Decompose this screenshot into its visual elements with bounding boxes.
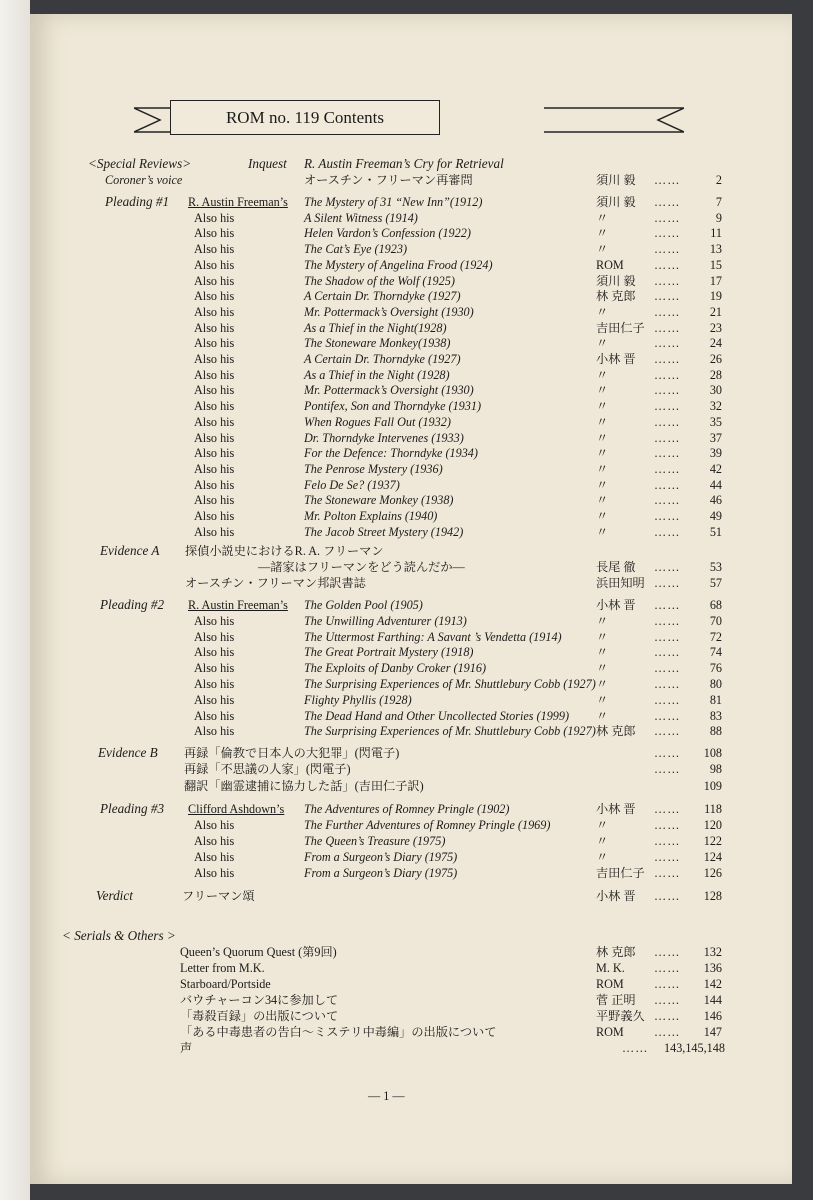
- section-serials: < Serials & Others >: [62, 928, 176, 943]
- leader-dots: ……: [654, 509, 681, 523]
- reviewer: 小林 晋: [596, 802, 636, 816]
- reviewer: 〃: [596, 509, 609, 523]
- entry-title: 探偵小説史におけるR. A. フリーマン: [185, 544, 384, 558]
- leader-dots: ……: [654, 977, 681, 991]
- page-number: 147: [703, 1025, 722, 1039]
- author-link: R. Austin Freeman’s: [188, 195, 288, 209]
- inquest-title: R. Austin Freeman’s Cry for Retrieval: [304, 156, 504, 171]
- author: 菅 正明: [596, 993, 636, 1007]
- page-number: 98: [709, 762, 722, 777]
- author: M. K.: [596, 961, 625, 975]
- page-number: 68: [709, 598, 722, 612]
- entry-title: Mr. Pottermack’s Oversight (1930): [304, 383, 474, 398]
- entry-title: Flighty Phyllis (1928): [304, 692, 412, 707]
- leader-dots: ……: [654, 414, 681, 429]
- leader-dots: ……: [654, 802, 681, 816]
- entry-title: The Unwilling Adventurer (1913): [304, 613, 467, 628]
- entry-title: Dr. Thorndyke Intervenes (1933): [304, 430, 464, 445]
- page-number: 143,145,148: [664, 1041, 725, 1055]
- also-his: Also his: [194, 414, 235, 429]
- entry-title: オースチン・フリーマン再審問: [304, 173, 473, 187]
- reviewer: 〃: [596, 493, 609, 508]
- reviewer: 小林 晋: [596, 352, 636, 366]
- also-his: Also his: [194, 613, 235, 628]
- entry-title: 再録「不思議の人家」(閃電子): [184, 762, 351, 777]
- page-number: 80: [709, 677, 722, 691]
- author: 平野義久: [596, 1009, 645, 1023]
- also-his: Also his: [194, 850, 235, 864]
- leader-dots: ……: [654, 273, 681, 288]
- also-his: Also his: [194, 818, 235, 832]
- section-label: Evidence A: [100, 543, 160, 558]
- entry-title: Queen’s Quorum Quest (第9回): [180, 945, 337, 959]
- binding-edge: [0, 0, 30, 1200]
- entry-title: The Adventures of Romney Pringle (1902): [304, 802, 510, 816]
- entry-title: From a Surgeon’s Diary (1975): [304, 866, 458, 880]
- section-label: Pleading #1: [105, 194, 170, 209]
- leader-dots: ……: [654, 257, 681, 272]
- leader-dots: ……: [654, 1025, 681, 1039]
- entry-title: The Great Portrait Mystery (1918): [304, 645, 474, 660]
- also-his: Also his: [194, 524, 235, 539]
- page-number: 120: [703, 818, 722, 832]
- leader-dots: ……: [654, 692, 681, 707]
- also-his: Also his: [194, 336, 235, 351]
- leader-dots: ……: [654, 195, 681, 209]
- also-his: Also his: [194, 446, 235, 461]
- also-his: Also his: [194, 461, 235, 476]
- reviewer: 林 克郎: [596, 289, 636, 304]
- leader-dots: ……: [654, 461, 681, 476]
- reviewer: 浜田知明: [596, 576, 645, 590]
- entry-title: The Exploits of Danby Croker (1916): [304, 661, 486, 676]
- page-number: 35: [709, 414, 722, 429]
- also-his: Also his: [194, 708, 235, 723]
- reviewer: 須川 毅: [596, 195, 636, 209]
- also-his: Also his: [194, 430, 235, 445]
- page-number: 83: [709, 708, 722, 723]
- also-his: Also his: [194, 367, 235, 382]
- page-number: 23: [709, 320, 722, 335]
- entry-title: Felo De Se? (1937): [304, 477, 400, 492]
- entry-title: 「毒殺百録」の出版について: [180, 1009, 339, 1023]
- page-number: 30: [709, 383, 722, 398]
- entry-title: The Surprising Experiences of Mr. Shuttlebury Cobb (1927): [304, 724, 596, 739]
- reviewer: 〃: [596, 461, 609, 476]
- reviewer: 〃: [596, 661, 609, 676]
- leader-dots: ……: [654, 304, 681, 319]
- page-number: 2: [715, 173, 722, 187]
- page-number: 9: [715, 210, 722, 225]
- also-his: Also his: [194, 866, 235, 880]
- leader-dots: ……: [654, 399, 681, 414]
- page-number: 39: [709, 446, 722, 461]
- also-his: Also his: [194, 399, 235, 414]
- leader-dots: ……: [654, 560, 681, 574]
- footer-page-number: ― 1 ―: [368, 1089, 405, 1103]
- entry-subtitle: ―諸家はフリーマンをどう読んだか―: [258, 560, 465, 574]
- also-his: Also his: [194, 352, 235, 366]
- entry-title: The Golden Pool (1905): [304, 598, 423, 612]
- also-his: Also his: [194, 273, 235, 288]
- page-number: 109: [703, 778, 722, 793]
- reviewer: 須川 毅: [596, 173, 636, 187]
- page-number: 42: [709, 461, 722, 476]
- leader-dots: ……: [654, 173, 681, 187]
- page-number: 122: [703, 834, 722, 848]
- entry-title: The Penrose Mystery (1936): [304, 461, 443, 476]
- also-his: Also his: [194, 509, 235, 523]
- leader-dots: ……: [654, 661, 681, 676]
- page-number: 7: [715, 195, 722, 209]
- reviewer: 〃: [596, 446, 609, 461]
- page-number: 118: [704, 802, 722, 816]
- leader-dots: ……: [654, 336, 681, 351]
- reviewer: 〃: [596, 524, 609, 539]
- entry-title: A Certain Dr. Thorndyke (1927): [304, 352, 461, 366]
- reviewer: 〃: [596, 414, 609, 429]
- reviewer: 〃: [596, 708, 609, 723]
- leader-dots: ……: [654, 724, 681, 739]
- reviewer: 〃: [596, 226, 609, 241]
- entry-title: The Uttermost Farthing: A Savant ’s Vendetta (1914): [304, 629, 562, 644]
- leader-dots: ……: [654, 993, 681, 1007]
- inquest-label: Inquest: [248, 156, 287, 171]
- entry-title: Helen Vardon’s Confession (1922): [304, 226, 471, 241]
- leader-dots: ……: [654, 961, 681, 975]
- also-his: Also his: [194, 257, 235, 272]
- entry-title: 再録「倫教で日本人の大犯罪」(閃電子): [184, 746, 400, 760]
- leader-dots: ……: [654, 576, 681, 590]
- reviewer: 〃: [596, 242, 609, 257]
- reviewer: 〃: [596, 677, 609, 691]
- entry-title: 声: [180, 1041, 193, 1055]
- reviewer: 〃: [596, 692, 609, 707]
- also-his: Also his: [194, 834, 235, 848]
- also-his: Also his: [194, 493, 235, 508]
- reviewer: 〃: [596, 850, 609, 864]
- title-box: [170, 100, 440, 135]
- coroner-label: Coroner’s voice: [105, 173, 183, 187]
- reviewer: 〃: [596, 430, 609, 445]
- page-number: 132: [703, 945, 722, 959]
- page-number: 26: [709, 352, 722, 366]
- reviewer: 林 克郎: [596, 724, 636, 739]
- also-his: Also his: [194, 677, 235, 691]
- also-his: Also his: [194, 477, 235, 492]
- entry-title: The Cat’s Eye (1923): [304, 242, 408, 257]
- page-number: 108: [703, 746, 722, 760]
- page-number: 128: [703, 889, 722, 903]
- entry-title: From a Surgeon’s Diary (1975): [304, 850, 458, 864]
- section-special-reviews: <Special Reviews>: [88, 156, 192, 171]
- reviewer: 〃: [596, 383, 609, 398]
- reviewer: 〃: [596, 818, 609, 832]
- reviewer: 〃: [596, 834, 609, 848]
- entry-title: Mr. Pottermack’s Oversight (1930): [304, 304, 474, 319]
- reviewer: 〃: [596, 629, 609, 644]
- leader-dots: ……: [654, 818, 681, 832]
- entry-title: The Mystery of 31 “New Inn”(1912): [304, 195, 483, 209]
- page-number: 32: [709, 399, 722, 414]
- also-his: Also his: [194, 226, 235, 241]
- page-number: 72: [709, 629, 722, 644]
- entry-title: Pontifex, Son and Thorndyke (1931): [304, 399, 482, 414]
- contents-page: [30, 14, 792, 1184]
- reviewer: 吉田仁子: [596, 866, 645, 880]
- leader-dots: ……: [654, 383, 681, 398]
- page-number: 124: [703, 850, 722, 864]
- also-his: Also his: [194, 289, 235, 304]
- also-his: Also his: [194, 210, 235, 225]
- entry-title: The Mystery of Angelina Frood (1924): [304, 257, 493, 272]
- leader-dots: ……: [622, 1041, 649, 1055]
- reviewer: 〃: [596, 399, 609, 414]
- leader-dots: ……: [654, 430, 681, 445]
- leader-dots: ……: [654, 850, 681, 864]
- leader-dots: ……: [654, 210, 681, 225]
- leader-dots: ……: [654, 889, 681, 903]
- also-his: Also his: [194, 304, 235, 319]
- reviewer: 〃: [596, 645, 609, 660]
- section-label: Pleading #2: [100, 597, 165, 612]
- entry-title: 「ある中毒患者の告白～ミステリ中毒編」の出版について: [180, 1025, 497, 1039]
- page-number: 49: [709, 509, 722, 523]
- leader-dots: ……: [654, 226, 681, 241]
- entry-title: バウチャーコン34に参加して: [180, 993, 339, 1007]
- also-his: Also his: [194, 661, 235, 676]
- leader-dots: ……: [654, 708, 681, 723]
- entry-title: オースチン・フリーマン邦訳書誌: [185, 576, 366, 590]
- author-possessive: ’s: [276, 802, 285, 816]
- reviewer: 〃: [596, 304, 609, 319]
- page-number: 51: [709, 524, 722, 539]
- entry-title: A Silent Witness (1914): [304, 210, 418, 225]
- author-link: Clifford Ashdown’s: [188, 802, 285, 816]
- reviewer: ROM: [596, 257, 624, 272]
- leader-dots: ……: [654, 367, 681, 382]
- entry-title: A Certain Dr. Thorndyke (1927): [304, 289, 461, 304]
- page-number: 146: [703, 1009, 722, 1023]
- reviewer: 小林 晋: [596, 598, 636, 612]
- entry-title: The Jacob Street Mystery (1942): [304, 524, 464, 539]
- also-his: Also his: [194, 383, 235, 398]
- page-number: 37: [709, 430, 722, 445]
- author: ROM: [596, 1025, 624, 1039]
- entry-title: As a Thief in the Night(1928): [304, 320, 447, 335]
- page-number: 136: [703, 961, 722, 975]
- entry-title: 翻訳「幽霊逮捕に協力した話」(吉田仁子訳): [184, 778, 424, 793]
- leader-dots: ……: [654, 866, 681, 880]
- leader-dots: ……: [654, 493, 681, 508]
- entry-title: The Surprising Experiences of Mr. Shuttlebury Cobb (1927): [304, 677, 596, 691]
- page-number: 81: [709, 692, 722, 707]
- entry-title: フリーマン頌: [182, 889, 255, 903]
- page-number: 44: [709, 477, 722, 492]
- page-number: 144: [703, 993, 722, 1007]
- reviewer: 〃: [596, 210, 609, 225]
- section-label: Verdict: [96, 888, 133, 903]
- page-number: 24: [709, 336, 722, 351]
- also-his: Also his: [194, 629, 235, 644]
- reviewer: 〃: [596, 336, 609, 351]
- page-number: 126: [703, 866, 722, 880]
- reviewer: 〃: [596, 613, 609, 628]
- page-number: 88: [709, 724, 722, 739]
- page-number: 57: [709, 576, 722, 590]
- entry-title: The Queen’s Treasure (1975): [304, 834, 446, 848]
- page-number: 13: [709, 242, 722, 257]
- also-his: Also his: [194, 242, 235, 257]
- page-number: 70: [709, 613, 722, 628]
- page-number: 17: [709, 273, 722, 288]
- leader-dots: ……: [654, 524, 681, 539]
- entry-title: Letter from M.K.: [180, 961, 265, 975]
- entry-title: The Dead Hand and Other Uncollected Stories (1999): [304, 708, 570, 723]
- entry-title: Mr. Polton Explains (1940): [304, 509, 438, 523]
- leader-dots: ……: [654, 834, 681, 848]
- entry-title: For the Defence: Thorndyke (1934): [304, 446, 478, 461]
- also-his: Also his: [194, 692, 235, 707]
- reviewer: 吉田仁子: [596, 320, 645, 335]
- page-number: 15: [709, 257, 722, 272]
- leader-dots: ……: [654, 1009, 681, 1023]
- author-possessive: ’s: [279, 195, 288, 209]
- page-number: 46: [709, 493, 722, 508]
- also-his: Also his: [194, 645, 235, 660]
- entry-title: The Stoneware Monkey(1938): [304, 336, 451, 351]
- page-number: 142: [703, 977, 722, 991]
- reviewer: 小林 晋: [596, 889, 636, 903]
- reviewer: 須川 毅: [596, 273, 636, 288]
- leader-dots: ……: [654, 613, 681, 628]
- leader-dots: ……: [654, 746, 681, 760]
- entry-title: As a Thief in the Night (1928): [304, 367, 450, 382]
- also-his: Also his: [194, 724, 235, 739]
- page-number: 53: [709, 560, 722, 574]
- entry-title: The Stoneware Monkey (1938): [304, 493, 454, 508]
- also-his: Also his: [194, 320, 235, 335]
- page-number: 76: [709, 661, 722, 676]
- leader-dots: ……: [654, 446, 681, 461]
- leader-dots: ……: [654, 477, 681, 492]
- entry-title: The Further Adventures of Romney Pringle (1969): [304, 818, 551, 832]
- leader-dots: ……: [654, 289, 681, 304]
- leader-dots: ……: [654, 677, 681, 691]
- author: ROM: [596, 977, 624, 991]
- leader-dots: ……: [654, 242, 681, 257]
- leader-dots: ……: [654, 320, 681, 335]
- leader-dots: ……: [654, 645, 681, 660]
- leader-dots: ……: [654, 598, 681, 612]
- reviewer: 〃: [596, 367, 609, 382]
- section-label: Pleading #3: [100, 801, 165, 816]
- leader-dots: ……: [654, 945, 681, 959]
- author: 林 克郎: [596, 945, 636, 959]
- author-link: R. Austin Freeman’s: [188, 598, 288, 612]
- entry-title: The Shadow of the Wolf (1925): [304, 273, 455, 288]
- reviewer: 〃: [596, 477, 609, 492]
- leader-dots: ……: [654, 762, 681, 777]
- page-number: 21: [709, 304, 722, 319]
- page-number: 28: [709, 367, 722, 382]
- page-number: 11: [710, 226, 722, 241]
- entry-title: Starboard/Portside: [180, 977, 271, 991]
- section-label: Evidence B: [98, 745, 158, 760]
- page-number: 74: [709, 645, 722, 660]
- leader-dots: ……: [654, 352, 681, 366]
- page-title: ROM no. 119 Contents: [225, 107, 385, 127]
- leader-dots: ……: [654, 629, 681, 644]
- reviewer: 長尾 徹: [596, 560, 636, 574]
- entry-title: When Rogues Fall Out (1932): [304, 414, 451, 429]
- page-number: 19: [709, 289, 722, 304]
